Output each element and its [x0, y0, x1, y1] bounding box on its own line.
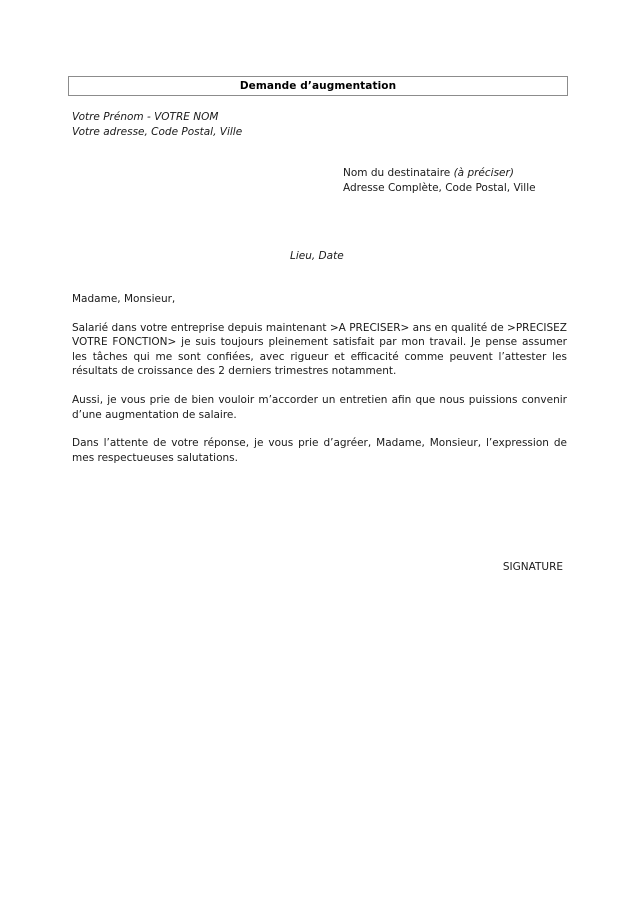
sender-address-line: Votre adresse, Code Postal, Ville	[72, 125, 243, 138]
recipient-name-line	[343, 166, 536, 181]
recipient-address-line: Adresse Complète, Code Postal, Ville	[343, 182, 536, 194]
sender-address-block	[72, 110, 242, 139]
recipient-address-block	[343, 166, 536, 196]
signature-label: SIGNATURE	[502, 561, 563, 573]
page-title: Demande d’augmentation	[239, 80, 397, 92]
sender-name-line: Votre Prénom - VOTRE NOM	[72, 111, 219, 123]
body-paragraph-2: Aussi, je vous prie de bien vouloir m’accorder un entretien afin que nous puissions convenir d’une augmentation de salaire.	[72, 393, 567, 421]
salutation-line: Madame, Monsieur,	[72, 293, 176, 305]
body-paragraph-1: Salarié dans votre entreprise depuis maintenant >A PRECISER> ans en qualité de >PRECISEZ VOTRE FONCTION> je suis toujours pleinement satisfait par mon travail. Je pense assumer les tâches qui me sont confiées, avec rigueur et efficacité comme peuvent l’attester les résultats de croissance des 2 derniers trimestres notamment.	[72, 321, 567, 378]
body-paragraph-3: Dans l’attente de votre réponse, je vous prie d’agréer, Madame, Monsieur, l’expression de mes respectueuses salutations.	[72, 437, 567, 464]
recipient-name-label: Nom du destinataire	[343, 167, 454, 179]
place-and-date: Lieu, Date	[290, 250, 344, 262]
document-title-box	[68, 76, 568, 96]
recipient-name-hint: (à préciser)	[453, 167, 514, 179]
letter-body	[72, 292, 567, 465]
